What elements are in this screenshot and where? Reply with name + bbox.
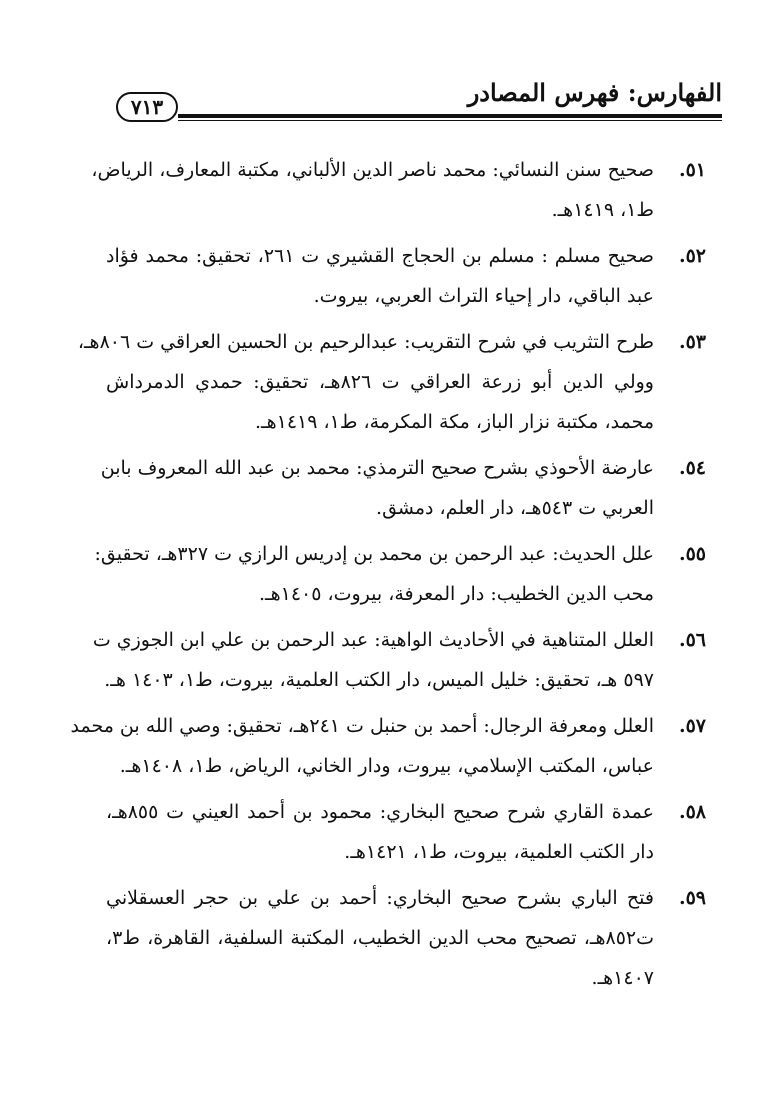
page-number-text: ٧١٣ — [130, 95, 164, 119]
entry-text-line: العلل ومعرفة الرجال: أحمد بن حنبل ت ٢٤١هـ، تحقيق: وصي الله بن محمد — [70, 715, 654, 737]
entry-number: ٥٧. — [678, 715, 706, 737]
bibliography-entry — [77, 322, 706, 442]
bibliography-entry — [94, 534, 706, 614]
bibliography-entry — [106, 792, 706, 872]
bibliography-list — [70, 150, 706, 1004]
bibliography-entry — [91, 150, 706, 230]
page-number — [116, 92, 178, 122]
bibliography-entry — [92, 620, 706, 700]
entry-number: ٥٣. — [678, 331, 706, 353]
entry-text-line: صحيح سنن النسائي: محمد ناصر الدين الألباني، مكتبة المعارف، الرياض، — [91, 159, 654, 181]
entry-text-line: ٥٩٧ هـ، تحقيق: خليل الميس، دار الكتب العلمية، بيروت، ط١، ١٤٠٣ هـ. — [104, 669, 654, 691]
entry-text-line: وولي الدين أبو زرعة العراقي ت ٨٢٦هـ، تحقيق: حمدي الدمرداش — [106, 371, 654, 393]
bibliography-entry — [106, 878, 706, 998]
entry-text-line: دار الكتب العلمية، بيروت، ط١، ١٤٢١هـ. — [344, 841, 654, 863]
entry-text-line: محب الدين الخطيب: دار المعرفة، بيروت، ١٤٠٥هـ. — [258, 583, 654, 605]
entry-text-line: العربي ت ٥٤٣هـ، دار العلم، دمشق. — [376, 497, 654, 519]
entry-text-line: صحيح مسلم : مسلم بن الحجاج القشيري ت ٢٦١، تحقيق: محمد فؤاد — [106, 245, 654, 267]
entry-text-line: ١٤٠٧هـ. — [591, 967, 654, 989]
entry-number: ٥٢. — [678, 245, 706, 267]
bibliography-entry — [100, 448, 706, 528]
entry-number: ٥٤. — [678, 457, 706, 479]
entry-number: ٥٩. — [678, 887, 706, 909]
entry-text-line: طرح التثريب في شرح التقريب: عبدالرحيم بن الحسين العراقي ت ٨٠٦هـ، — [77, 331, 654, 353]
entry-text-line: فتح الباري بشرح صحيح البخاري: أحمد بن علي بن حجر العسقلاني — [106, 887, 654, 909]
entry-text-line: عباس، المكتب الإسلامي، بيروت، ودار الخاني، الرياض، ط١، ١٤٠٨هـ. — [119, 755, 654, 777]
entry-text-line: عمدة القاري شرح صحيح البخاري: محمود بن أحمد العيني ت ٨٥٥هـ، — [106, 801, 654, 823]
page-header — [116, 78, 722, 122]
entry-number: ٥٨. — [678, 801, 706, 823]
bibliography-entry — [70, 706, 706, 786]
entry-number: ٥٥. — [678, 543, 706, 565]
entry-text-line: عارضة الأحوذي بشرح صحيح الترمذي: محمد بن عبد الله المعروف بابن — [100, 457, 654, 479]
entry-number: ٥١. — [678, 159, 706, 181]
header-rule-thin — [178, 120, 722, 121]
entry-text-line: محمد، مكتبة نزار الباز، مكة المكرمة، ط١، ١٤١٩هـ. — [254, 411, 654, 433]
entry-text-line: ت٨٥٢هـ، تصحيح محب الدين الخطيب، المكتبة السلفية، القاهرة، ط٣، — [106, 927, 654, 949]
running-title: الفهارس: فهرس المصادر — [467, 78, 722, 107]
entry-text-line: علل الحديث: عبد الرحمن بن محمد بن إدريس الرازي ت ٣٢٧هـ، تحقيق: — [94, 543, 654, 565]
entry-text-line: ط١، ١٤١٩هـ. — [551, 199, 654, 221]
entry-text-line: العلل المتناهية في الأحاديث الواهية: عبد الرحمن بن علي ابن الجوزي ت — [92, 629, 654, 651]
entry-number: ٥٦. — [678, 629, 706, 651]
entry-text-line: عبد الباقي، دار إحياء التراث العربي، بيروت. — [313, 285, 654, 307]
bibliography-entry — [106, 236, 706, 316]
header-rule-thick — [178, 114, 722, 118]
